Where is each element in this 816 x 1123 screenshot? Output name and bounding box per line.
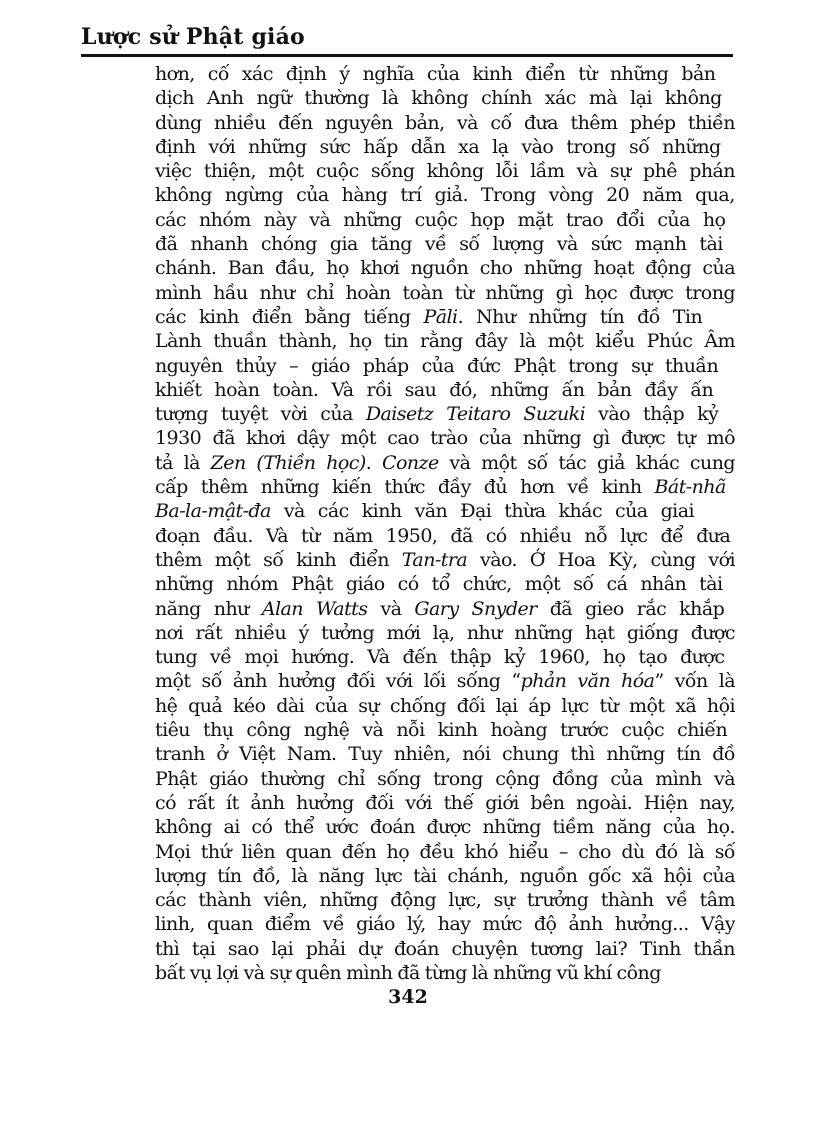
text-run: không ai có thể ước đoán được những tiềm năng của họ. — [155, 816, 735, 839]
text-line — [155, 524, 735, 548]
text-run: bất vụ lợi và sự quên mình đã từng là những vũ khí công — [155, 961, 661, 984]
text-line — [155, 378, 735, 402]
text-line — [155, 937, 735, 961]
text-line — [155, 815, 735, 839]
text-run: tiêu thụ công nghệ và nỗi kinh hoàng trước cuộc chiến — [155, 719, 728, 742]
text-run: mình hầu như chỉ hoàn toàn từ những gì học được trong — [155, 281, 735, 304]
page-number: 342 — [388, 986, 428, 1008]
italic-text-run: Pāli — [423, 305, 458, 328]
italic-text-run: Gary Snyder — [414, 597, 537, 620]
text-line — [155, 232, 735, 256]
text-run: các nhóm này và những cuộc họp mặt trao đổi của họ — [155, 208, 726, 231]
text-run: đã gieo rắc khắp — [536, 597, 725, 620]
text-run: lượng tín đồ, là năng lực tài chánh, nguồn gốc xã hội của — [155, 864, 735, 887]
italic-text-run: Conze — [381, 451, 439, 474]
text-run: và — [367, 597, 415, 620]
text-line — [155, 694, 735, 718]
text-run: tranh ở Việt Nam. Tuy nhiên, nói chung thì những tín đồ — [155, 743, 735, 766]
text-line — [155, 912, 735, 936]
text-line — [155, 767, 735, 791]
text-run: đã nhanh chóng gia tăng về số lượng và sức mạnh tài — [155, 233, 723, 256]
text-run: tượng tuyệt vời của — [155, 403, 366, 426]
text-run: không ngừng của hàng trí giả. Trong vòng 20 năm qua, — [155, 184, 735, 207]
text-line — [155, 111, 735, 135]
text-run: năng như — [155, 597, 262, 620]
text-line — [155, 159, 735, 183]
text-run: dịch Anh ngữ thường là không chính xác mà lại không — [155, 87, 722, 110]
text-line — [155, 791, 735, 815]
text-run: nguyên thủy – giáo pháp của đức Phật trong sự thuần — [155, 354, 719, 377]
text-run: và một số tác giả khác cung — [438, 451, 735, 474]
body-text — [155, 62, 735, 985]
text-run: Phật giáo thường chỉ sống trong cộng đồng của mình và — [155, 767, 735, 790]
text-line — [155, 475, 735, 499]
text-run: ” vốn là — [654, 670, 735, 693]
text-line — [155, 742, 735, 766]
text-run: linh, quan điểm về giáo lý, hay mức độ ảnh hưởng... Vậy — [155, 913, 735, 936]
text-line — [155, 305, 735, 329]
text-line — [155, 597, 735, 621]
text-line — [155, 451, 735, 475]
italic-text-run: Alan Watts — [261, 597, 368, 620]
text-run: việc thiện, một cuộc sống không lỗi lầm và sự phê phán — [155, 160, 735, 183]
text-run: khiết hoàn toàn. Và rồi sau đó, những ấn bản đầy ấn — [155, 378, 714, 401]
italic-text-run: Zen (Thiền học) — [210, 451, 366, 474]
text-run: một số ảnh hưởng đối với lối sống “ — [155, 670, 521, 693]
text-line — [155, 135, 735, 159]
text-line — [155, 402, 735, 426]
book-title: Lược sử Phật giáo — [81, 24, 305, 50]
italic-text-run: Bát-nhã — [654, 476, 726, 499]
italic-text-run: Ba-la-mật-đa — [155, 500, 271, 523]
text-run: . — [365, 451, 382, 474]
text-run: và các kinh văn Đại thừa khác của giai — [270, 500, 695, 523]
text-run: hơn, cố xác định ý nghĩa của kinh điển từ những bản — [155, 63, 716, 85]
running-header — [81, 22, 733, 57]
text-line — [155, 718, 735, 742]
text-run: . Như những tín đồ Tin — [457, 305, 703, 328]
text-line — [155, 645, 735, 669]
text-run: Mọi thứ liên quan đến họ đều khó hiểu – cho dù đó là số — [155, 840, 735, 863]
text-run: 1930 đã khơi dậy một cao trào của những gì được tự mô — [155, 427, 735, 450]
text-run: nơi rất nhiều ý tưởng mới lạ, như những hạt giống được — [155, 621, 735, 644]
text-run: những nhóm Phật giáo có tổ chức, một số cá nhân tài — [155, 573, 723, 596]
italic-text-run: Daisetz Teitaro Suzuki — [365, 403, 586, 426]
text-line — [155, 840, 735, 864]
text-run: vào thập kỷ — [585, 403, 719, 426]
text-line — [155, 888, 735, 912]
text-run: thêm một số kinh điển — [155, 548, 402, 571]
text-line — [155, 86, 735, 110]
text-line — [155, 281, 735, 305]
italic-text-run: phản văn hóa — [520, 670, 655, 693]
text-line — [155, 961, 735, 985]
text-run: các kinh điển bằng tiếng — [155, 305, 424, 328]
text-run: tả là — [155, 451, 211, 474]
text-line — [155, 208, 735, 232]
italic-text-run: Tan-tra — [401, 548, 468, 571]
text-run: vào. Ở Hoa Kỳ, cùng với — [467, 548, 735, 571]
text-line — [155, 329, 735, 353]
text-run: định với những sức hấp dẫn xa lạ vào trong số những — [155, 135, 721, 158]
text-run: chánh. Ban đầu, họ khơi nguồn cho những hoạt động của — [155, 257, 735, 280]
text-run: hệ quả kéo dài của sự chống đối lại áp lực từ một xã hội — [155, 694, 735, 717]
text-line — [155, 499, 735, 523]
text-line — [155, 62, 735, 86]
text-run: có rất ít ảnh hưởng đối với thế giới bên ngoài. Hiện nay, — [155, 791, 735, 814]
text-run: các thành viên, những động lực, sự trưởng thành về tâm — [155, 889, 735, 912]
text-run: cấp thêm những kiến thức đầy đủ hơn về kinh — [155, 476, 655, 499]
text-run: đoạn đầu. Và từ năm 1950, đã có nhiều nỗ lực để đưa — [155, 524, 731, 547]
text-run: Lành thuần thành, họ tin rằng đây là một kiểu Phúc Âm — [155, 330, 735, 353]
text-line — [155, 256, 735, 280]
text-run: thì tại sao lại phải dự đoán chuyện tương lai? Tinh thần — [155, 937, 735, 960]
text-run: dùng nhiều đến nguyên bản, và cố đưa thêm phép thiền — [155, 111, 735, 134]
text-line — [155, 548, 735, 572]
text-line — [155, 572, 735, 596]
text-line — [155, 864, 735, 888]
text-line — [155, 354, 735, 378]
text-run: tung về mọi hướng. Và đến thập kỷ 1960, họ tạo được — [155, 646, 725, 669]
text-line — [155, 183, 735, 207]
text-line — [155, 621, 735, 645]
text-line — [155, 669, 735, 693]
text-line — [155, 426, 735, 450]
